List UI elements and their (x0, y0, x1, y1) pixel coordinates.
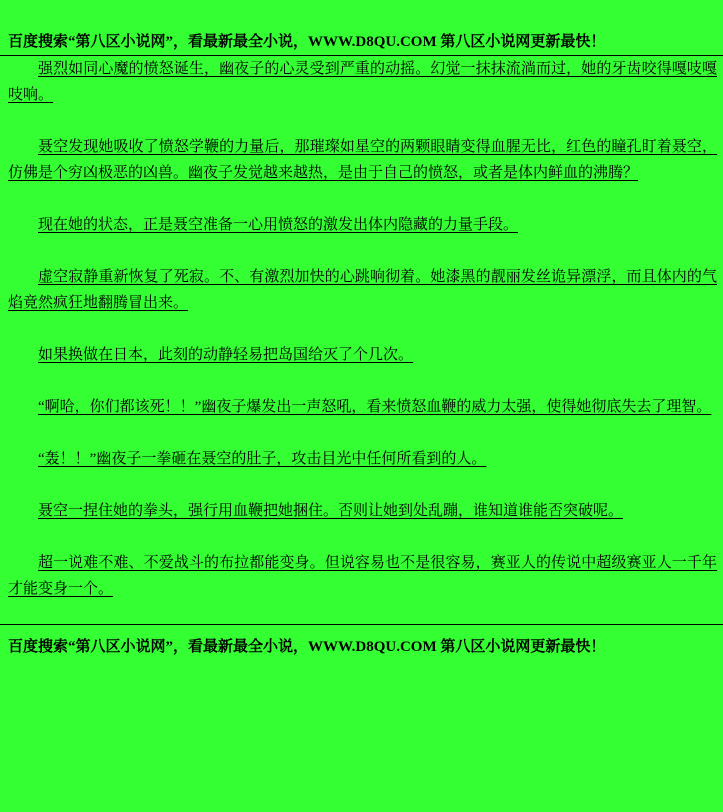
site-header-banner: 百度搜索“第八区小说网”，看最新最全小说，WWW.D8QU.COM 第八区小说网更新最快！ (8, 34, 606, 50)
chapter-body (0, 56, 723, 602)
paragraph-spacer (8, 238, 717, 264)
paragraph-spacer (8, 186, 717, 212)
paragraph-spacer (8, 472, 717, 498)
paragraph: “啊哈，你们都该死！！”幽夜子爆发出一声怒吼，看来愤怒血鞭的威力太强，使得她彻底失去了理智。 (38, 399, 712, 415)
paragraph-spacer (8, 420, 717, 446)
footer-divider (0, 624, 723, 625)
paragraph: 聂空发现她吸收了愤怒学鞭的力量后，那璀璨如星空的两颗眼睛变得血腥无比，红色的瞳孔盯着聂空，仿佛是个穷凶极恶的凶兽。幽夜子发觉越来越热，是由于自己的愤怒，或者是体内鲜血的沸腾？ (8, 139, 717, 181)
paragraph-spacer (8, 368, 717, 394)
paragraph-spacer (8, 108, 717, 134)
paragraph: 现在她的状态，正是聂空准备一心用愤怒的激发出体内隐藏的力量手段。 (38, 217, 519, 233)
paragraph: 虚空寂静重新恢复了死寂。不、有激烈加快的心跳响彻着。她漆黑的靓丽发丝诡异漂浮，而且体内的气焰竟然疯狂地翻腾冒出来。 (8, 269, 717, 311)
site-footer-banner: 百度搜索“第八区小说网”，看最新最全小说，WWW.D8QU.COM 第八区小说网更新最快！ (8, 639, 606, 655)
paragraph: 聂空一捏住她的拳头，强行用血鞭把她捆住。否则让她到处乱蹦，谁知道谁能否突破呢。 (38, 503, 624, 519)
paragraph: 如果换做在日本，此刻的动静轻易把岛国给灭了个几次。 (38, 347, 414, 363)
paragraph-spacer (8, 524, 717, 550)
paragraph: 超一说难不难、不爱战斗的布拉都能变身。但说容易也不是很容易，赛亚人的传说中超级赛亚人一千年才能变身一个。 (8, 555, 717, 597)
paragraph: 强烈如同心魔的愤怒诞生，幽夜子的心灵受到严重的动摇。幻觉一抹抹流淌而过，她的牙齿咬得嘎吱嘎吱响。 (8, 61, 717, 103)
paragraph: “轰！！”幽夜子一拳砸在聂空的肚子，攻击目光中任何所看到的人。 (38, 451, 487, 467)
paragraph-spacer (8, 316, 717, 342)
